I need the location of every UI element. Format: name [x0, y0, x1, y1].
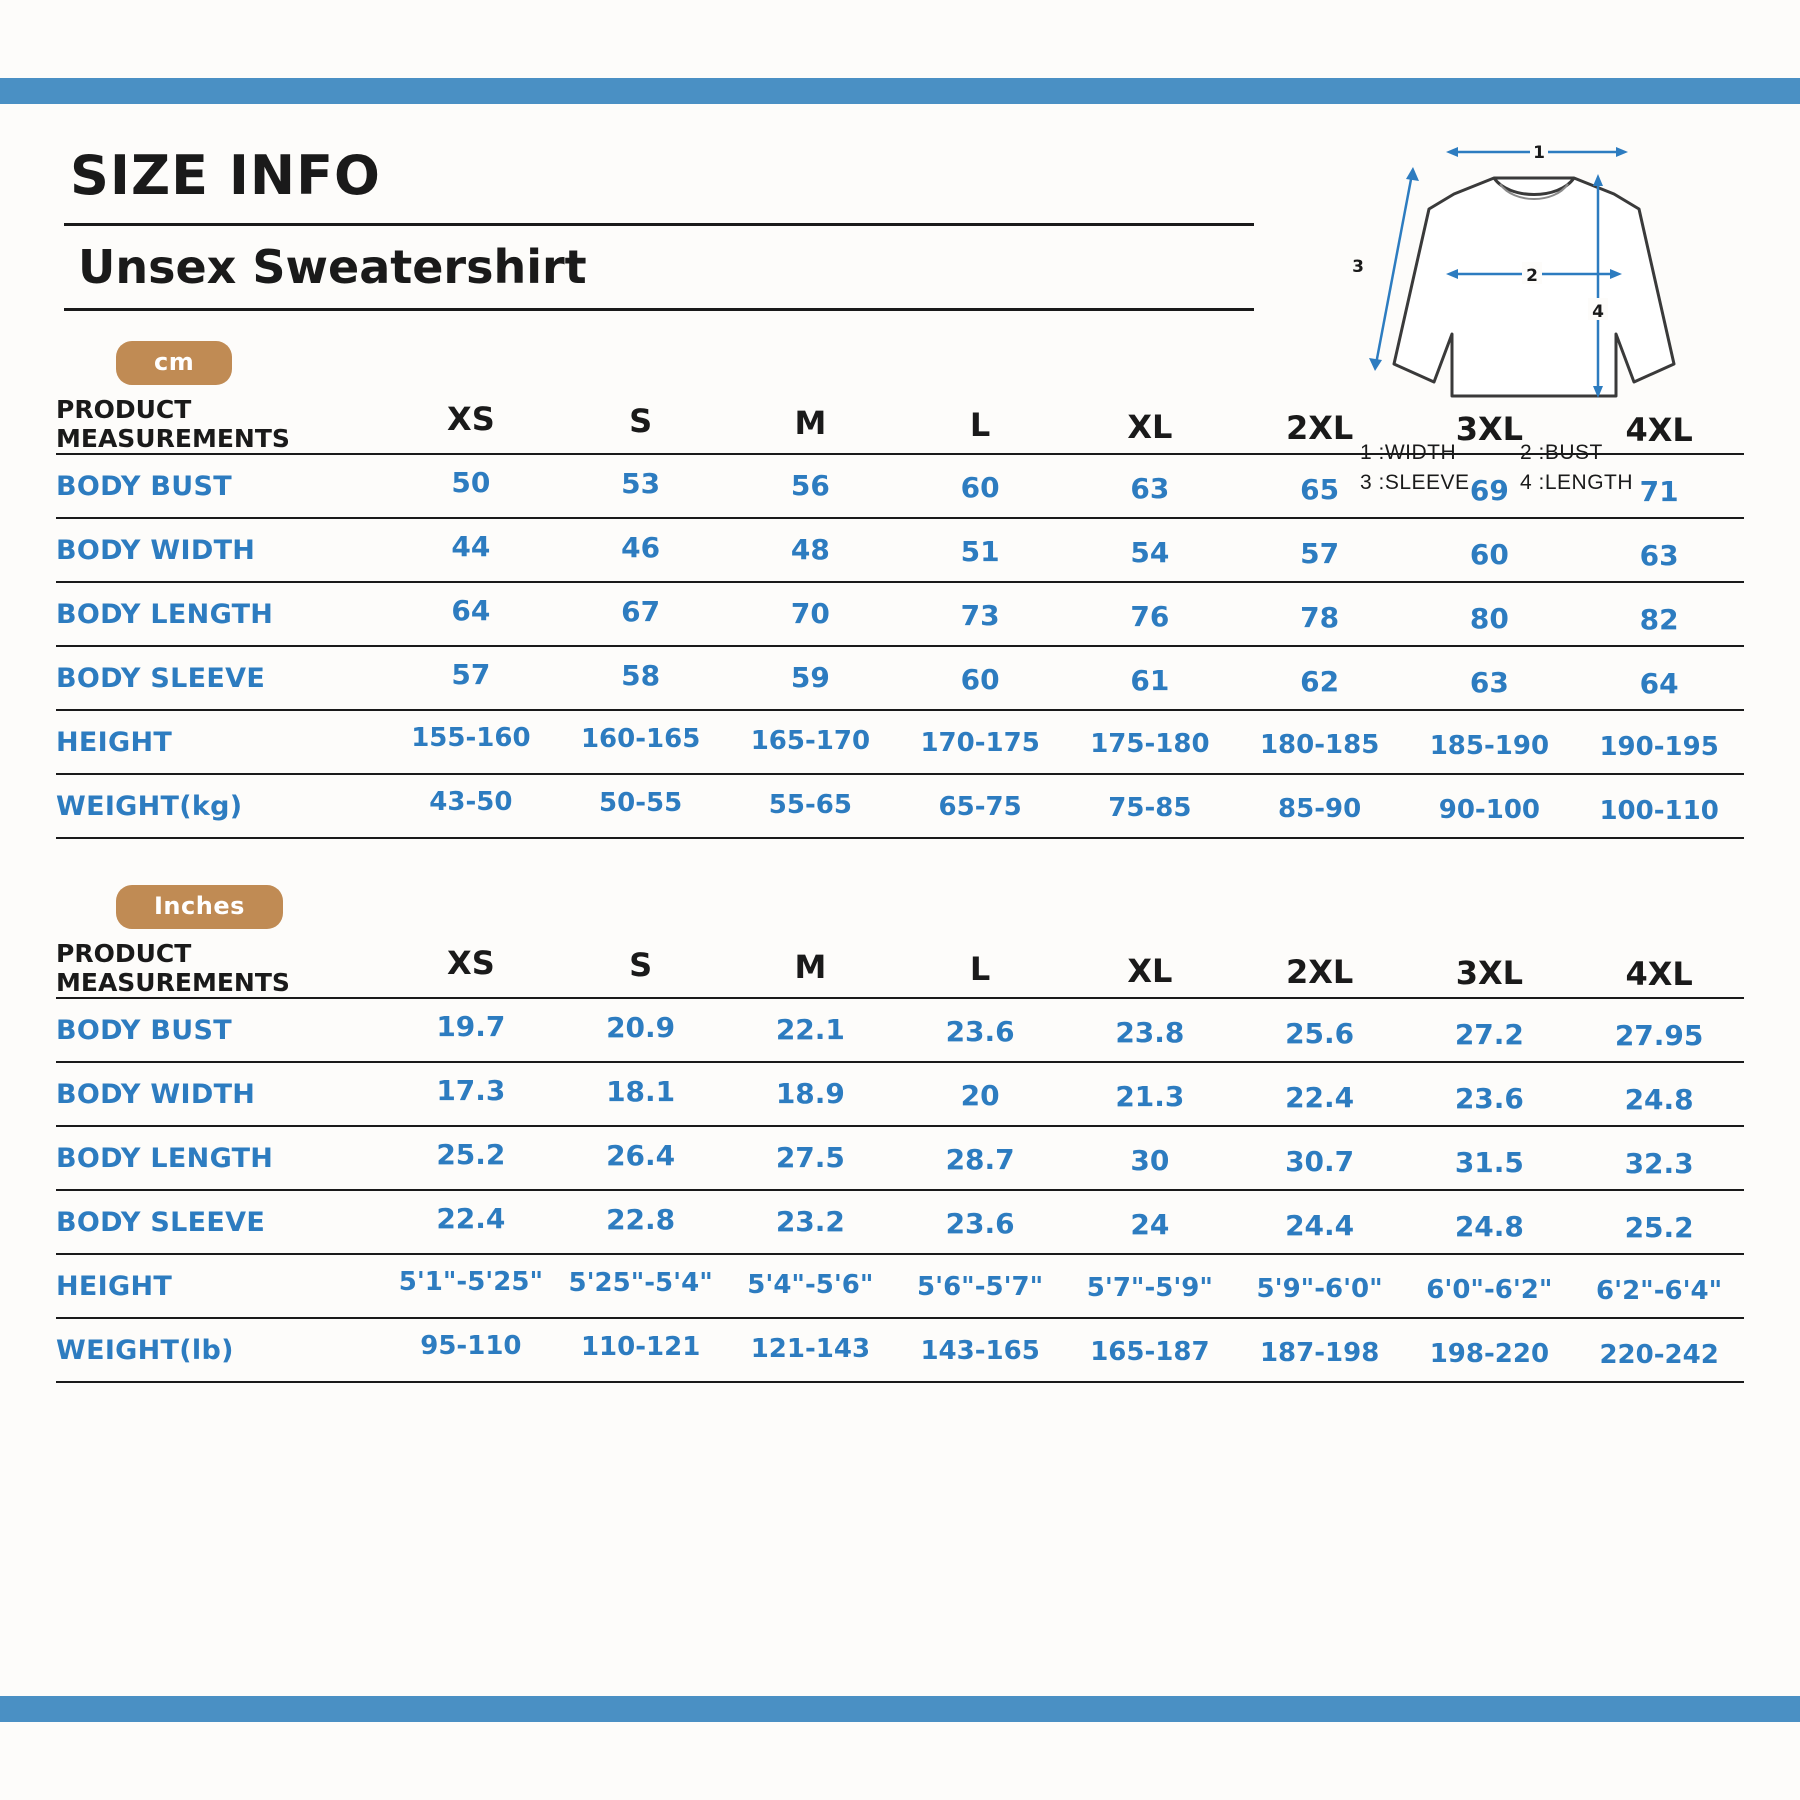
cm-width-m: 48 [726, 517, 896, 581]
cm-size-l: L [895, 396, 1065, 455]
cm-height-m: 165-170 [726, 709, 896, 773]
inches-size-3xl: 3XL [1405, 944, 1575, 1003]
cm-width-xl: 54 [1065, 520, 1235, 584]
cm-height-4xl: 190-195 [1574, 715, 1744, 779]
cm-weight-l: 65-75 [895, 775, 1065, 839]
in-sleeve-3xl: 24.8 [1405, 1194, 1575, 1258]
inches-unit-badge-wrap [116, 885, 1744, 929]
inches-table-body [56, 998, 1744, 1382]
cm-bust-s: 53 [556, 451, 726, 515]
cm-length-l: 73 [895, 583, 1065, 647]
cm-bust-3xl: 69 [1405, 458, 1575, 522]
table-row [56, 1254, 1744, 1318]
inches-size-xs: XS [386, 934, 556, 993]
cm-size-xs: XS [386, 390, 556, 449]
in-height-xs: 5'1"-5'25" [386, 1250, 556, 1314]
in-weight-s: 110-121 [556, 1315, 726, 1379]
cm-weight-m: 55-65 [726, 773, 896, 837]
cm-bust-m: 56 [726, 453, 896, 517]
inches-table-head [56, 939, 1744, 998]
in-bust-xs: 19.7 [386, 994, 556, 1058]
in-length-s: 26.4 [556, 1123, 726, 1187]
cm-length-m: 70 [726, 581, 896, 645]
inches-size-4xl: 4XL [1574, 945, 1744, 1004]
in-sleeve-4xl: 25.2 [1574, 1195, 1744, 1259]
in-width-m: 18.9 [726, 1061, 896, 1125]
page-content [0, 104, 1800, 1696]
cm-width-4xl: 63 [1574, 523, 1744, 587]
cm-width-l: 51 [895, 519, 1065, 583]
cm-table-head [56, 395, 1744, 454]
in-height-m: 5'4"-5'6" [726, 1253, 896, 1317]
in-height-l: 5'6"-5'7" [895, 1255, 1065, 1319]
table-row [56, 1190, 1744, 1254]
in-label-height: HEIGHT [56, 1254, 386, 1318]
in-weight-m: 121-143 [726, 1317, 896, 1381]
cm-sleeve-xl: 61 [1065, 648, 1235, 712]
cm-row-header: PRODUCT MEASUREMENTS [56, 395, 386, 454]
cm-bust-l: 60 [895, 455, 1065, 519]
cm-length-s: 67 [556, 579, 726, 643]
in-length-xl: 30 [1065, 1128, 1235, 1192]
table-row [56, 998, 1744, 1062]
table-row [56, 710, 1744, 774]
title-divider-bottom [64, 308, 1254, 311]
table-row [56, 774, 1744, 838]
table-header-row [56, 395, 1744, 454]
inches-row-header: PRODUCT MEASUREMENTS [56, 939, 386, 998]
legend-item-width: 1 :WIDTH [1360, 441, 1457, 464]
cm-size-s: S [556, 392, 726, 451]
in-weight-2xl: 187-198 [1235, 1321, 1405, 1385]
in-bust-2xl: 25.6 [1235, 1001, 1405, 1065]
in-bust-xl: 23.8 [1065, 1000, 1235, 1064]
title-block [56, 144, 1256, 311]
cm-table-block [56, 395, 1744, 839]
cm-length-xs: 64 [386, 578, 556, 642]
cm-label-weight: WEIGHT(kg) [56, 774, 386, 838]
in-width-xs: 17.3 [386, 1058, 556, 1122]
cm-weight-3xl: 90-100 [1405, 778, 1575, 842]
cm-bust-2xl: 65 [1235, 457, 1405, 521]
inches-table-block [56, 939, 1744, 1383]
cm-length-3xl: 80 [1405, 586, 1575, 650]
table-row [56, 454, 1744, 518]
in-length-l: 28.7 [895, 1127, 1065, 1191]
cm-bust-4xl: 71 [1574, 459, 1744, 523]
inches-size-xl: XL [1065, 942, 1235, 1001]
in-width-3xl: 23.6 [1405, 1066, 1575, 1130]
cm-length-xl: 76 [1065, 584, 1235, 648]
table-row [56, 582, 1744, 646]
cm-width-3xl: 60 [1405, 522, 1575, 586]
cm-weight-4xl: 100-110 [1574, 779, 1744, 843]
marker-3-label: 3 [1352, 257, 1364, 277]
in-label-body-sleeve: BODY SLEEVE [56, 1190, 386, 1254]
in-length-m: 27.5 [726, 1125, 896, 1189]
in-bust-4xl: 27.95 [1574, 1003, 1744, 1067]
inches-size-table [56, 939, 1744, 1383]
in-width-l: 20 [895, 1063, 1065, 1127]
in-sleeve-xs: 22.4 [386, 1186, 556, 1250]
cm-sleeve-3xl: 63 [1405, 650, 1575, 714]
cm-sleeve-m: 59 [726, 645, 896, 709]
legend-item-bust: 2 :BUST [1520, 441, 1603, 464]
in-width-s: 18.1 [556, 1059, 726, 1123]
in-bust-s: 20.9 [556, 995, 726, 1059]
table-row [56, 518, 1744, 582]
in-weight-xl: 165-187 [1065, 1320, 1235, 1384]
sweatshirt-illustration [1334, 134, 1734, 434]
cm-sleeve-xs: 57 [386, 642, 556, 706]
cm-size-xl: XL [1065, 398, 1235, 457]
cm-table-body [56, 454, 1744, 838]
in-height-xl: 5'7"-5'9" [1065, 1256, 1235, 1320]
cm-height-l: 170-175 [895, 711, 1065, 775]
cm-width-xs: 44 [386, 514, 556, 578]
page-subtitle: Unsex Sweatershirt [78, 240, 587, 294]
in-length-3xl: 31.5 [1405, 1130, 1575, 1194]
in-sleeve-m: 23.2 [726, 1189, 896, 1253]
inches-size-l: L [895, 940, 1065, 999]
table-row [56, 1318, 1744, 1382]
in-weight-xs: 95-110 [386, 1314, 556, 1378]
in-sleeve-s: 22.8 [556, 1187, 726, 1251]
inches-size-m: M [726, 938, 896, 997]
in-width-2xl: 22.4 [1235, 1065, 1405, 1129]
in-height-3xl: 6'0"-6'2" [1405, 1258, 1575, 1322]
in-height-s: 5'25"-5'4" [556, 1251, 726, 1315]
cm-unit-badge: cm [116, 341, 232, 385]
marker-1-label: 1 [1533, 143, 1545, 163]
in-bust-3xl: 27.2 [1405, 1002, 1575, 1066]
in-label-body-bust: BODY BUST [56, 998, 386, 1062]
cm-width-2xl: 57 [1235, 521, 1405, 585]
cm-size-3xl: 3XL [1405, 400, 1575, 459]
cm-weight-2xl: 85-90 [1235, 777, 1405, 841]
in-width-4xl: 24.8 [1574, 1067, 1744, 1131]
cm-label-body-bust: BODY BUST [56, 454, 386, 518]
in-length-xs: 25.2 [386, 1122, 556, 1186]
title-divider-top [64, 223, 1254, 226]
marker-2-label: 2 [1526, 266, 1538, 286]
in-bust-m: 22.1 [726, 997, 896, 1061]
cm-height-xl: 175-180 [1065, 712, 1235, 776]
cm-weight-xs: 43-50 [386, 770, 556, 834]
cm-sleeve-l: 60 [895, 647, 1065, 711]
inches-unit-badge: Inches [116, 885, 283, 929]
inches-size-s: S [556, 936, 726, 995]
table-row [56, 1126, 1744, 1190]
cm-weight-s: 50-55 [556, 771, 726, 835]
in-weight-3xl: 198-220 [1405, 1322, 1575, 1386]
cm-label-body-width: BODY WIDTH [56, 518, 386, 582]
cm-size-table [56, 395, 1744, 839]
in-bust-l: 23.6 [895, 999, 1065, 1063]
cm-bust-xs: 50 [386, 450, 556, 514]
legend-item-length: 4 :LENGTH [1520, 471, 1634, 495]
in-weight-l: 143-165 [895, 1319, 1065, 1383]
cm-sleeve-2xl: 62 [1235, 649, 1405, 713]
cm-weight-xl: 75-85 [1065, 776, 1235, 840]
in-height-2xl: 5'9"-6'0" [1235, 1257, 1405, 1321]
cm-height-xs: 155-160 [386, 706, 556, 770]
in-label-weight: WEIGHT(lb) [56, 1318, 386, 1382]
in-label-body-length: BODY LENGTH [56, 1126, 386, 1190]
cm-length-4xl: 82 [1574, 587, 1744, 651]
inches-size-2xl: 2XL [1235, 943, 1405, 1002]
cm-size-2xl: 2XL [1235, 399, 1405, 458]
in-weight-4xl: 220-242 [1574, 1323, 1744, 1387]
cm-size-4xl: 4XL [1574, 401, 1744, 460]
bottom-accent-band [0, 1696, 1800, 1722]
table-row [56, 1062, 1744, 1126]
marker-4-label: 4 [1592, 302, 1604, 322]
cm-length-2xl: 78 [1235, 585, 1405, 649]
legend-item-sleeve: 3 :SLEEVE [1360, 471, 1470, 495]
cm-label-body-length: BODY LENGTH [56, 582, 386, 646]
table-header-row [56, 939, 1744, 998]
cm-height-3xl: 185-190 [1405, 714, 1575, 778]
in-sleeve-l: 23.6 [895, 1191, 1065, 1255]
cm-height-s: 160-165 [556, 707, 726, 771]
cm-label-height: HEIGHT [56, 710, 386, 774]
cm-bust-xl: 63 [1065, 456, 1235, 520]
page-title: SIZE INFO [70, 144, 381, 207]
cm-size-m: M [726, 394, 896, 453]
in-sleeve-2xl: 24.4 [1235, 1193, 1405, 1257]
in-width-xl: 21.3 [1065, 1064, 1235, 1128]
cm-sleeve-s: 58 [556, 643, 726, 707]
in-sleeve-xl: 24 [1065, 1192, 1235, 1256]
in-height-4xl: 6'2"-6'4" [1574, 1259, 1744, 1323]
in-length-2xl: 30.7 [1235, 1129, 1405, 1193]
cm-label-body-sleeve: BODY SLEEVE [56, 646, 386, 710]
garment-outline [1394, 178, 1674, 396]
cm-sleeve-4xl: 64 [1574, 651, 1744, 715]
in-length-4xl: 32.3 [1574, 1131, 1744, 1195]
cm-height-2xl: 180-185 [1235, 713, 1405, 777]
table-row [56, 646, 1744, 710]
cm-width-s: 46 [556, 515, 726, 579]
in-label-body-width: BODY WIDTH [56, 1062, 386, 1126]
top-accent-band [0, 78, 1800, 104]
